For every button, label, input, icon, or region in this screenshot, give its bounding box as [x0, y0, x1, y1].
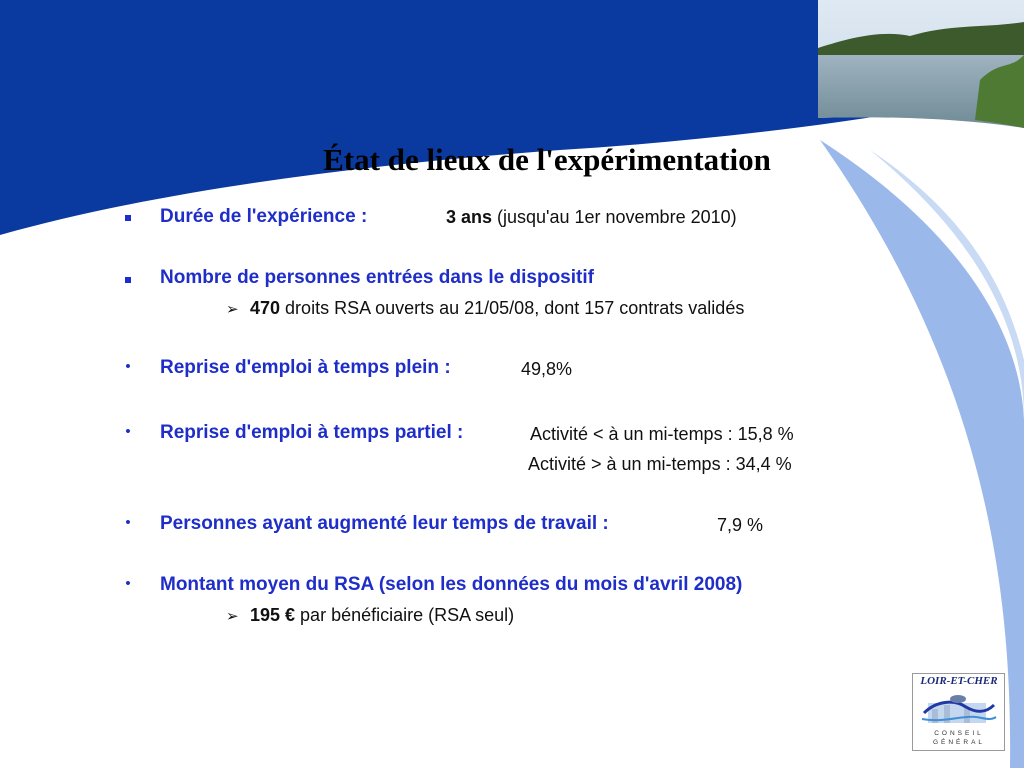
square-bullet-icon — [118, 208, 138, 225]
item-parttime-label: Reprise d'emploi à temps partiel : — [160, 422, 464, 443]
loir-et-cher-logo — [912, 673, 1005, 751]
item-duration — [160, 206, 367, 228]
logo-line2: GÉNÉRAL — [932, 739, 986, 746]
item-duration-value: 3 ans (jusqu'au 1er novembre 2010) — [446, 207, 737, 227]
slide-title: État de lieux de l'expérimentation — [323, 142, 771, 177]
item-increased-label: Personnes ayant augmenté leur temps de travail : — [160, 513, 609, 534]
arrow-bullet-icon: ➢ — [226, 608, 239, 625]
dot-bullet-icon: • — [125, 423, 131, 440]
item-entries-label: Nombre de personnes entrées dans le dispositif — [160, 267, 594, 288]
item-fulltime — [160, 357, 451, 379]
item-parttime-value2: Activité > à un mi-temps : 34,4 % — [528, 454, 792, 474]
item-duration-label: Durée de l'expérience : — [160, 206, 368, 227]
item-fulltime-label: Reprise d'emploi à temps plein : — [160, 357, 451, 378]
logo-line1: CONSEIL — [934, 730, 984, 737]
item-parttime — [160, 422, 463, 444]
item-entries — [160, 267, 594, 289]
item-entries-sub: 470 droits RSA ouverts au 21/05/08, dont 157 contrats validés — [250, 298, 745, 318]
item-parttime-value1: Activité < à un mi-temps : 15,8 % — [530, 424, 794, 444]
dot-bullet-icon: • — [125, 514, 131, 531]
item-increased-value: 7,9 % — [717, 515, 764, 535]
item-amount-label: Montant moyen du RSA (selon les données du mois d'avril 2008) — [160, 574, 743, 595]
item-amount-sub: 195 € par bénéficiaire (RSA seul) — [250, 605, 515, 625]
lake-photo — [818, 0, 1024, 128]
dot-bullet-icon: • — [125, 358, 131, 375]
logo-name: LOIR-ET-CHER — [920, 675, 998, 687]
item-increased — [160, 513, 609, 535]
dot-bullet-icon: • — [125, 575, 131, 592]
item-amount — [160, 574, 742, 596]
square-bullet-icon — [118, 270, 138, 287]
arrow-bullet-icon: ➢ — [226, 301, 239, 318]
item-fulltime-value: 49,8% — [521, 359, 573, 379]
logo-emblem-icon — [914, 689, 1004, 729]
